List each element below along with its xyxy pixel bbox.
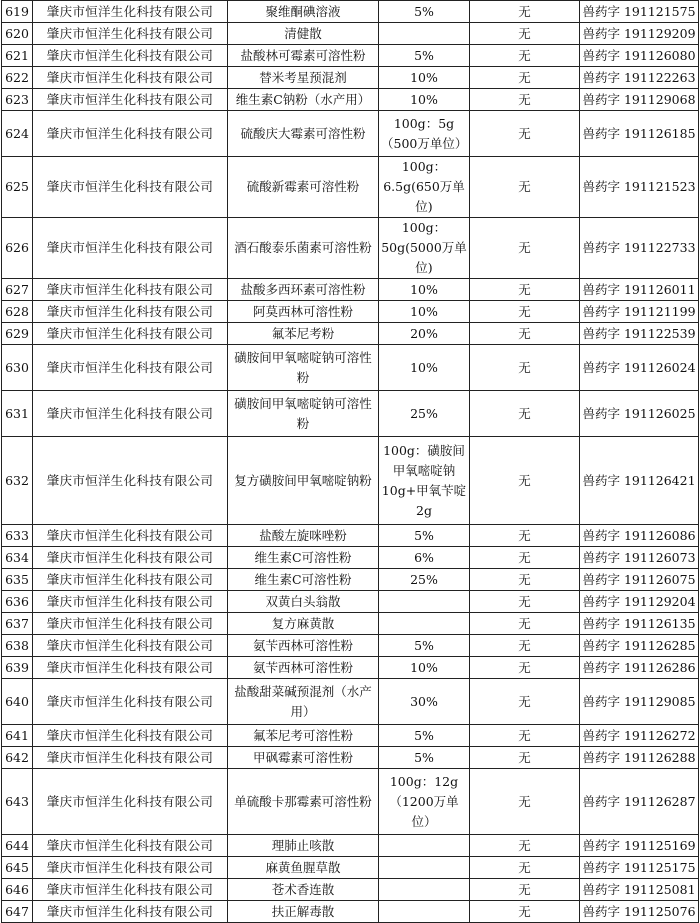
- flag-cell: 无: [470, 547, 580, 569]
- product-name-cell: 清健散: [228, 23, 379, 45]
- row-number: 623: [2, 89, 33, 111]
- product-name-cell: 阿莫西林可溶性粉: [228, 301, 379, 323]
- approval-number-cell: 兽药字 191125169: [580, 835, 699, 857]
- product-name-cell: 理肺止咳散: [228, 835, 379, 857]
- table-row: [2, 591, 699, 613]
- approval-number-cell: 兽药字 191121575: [580, 1, 699, 23]
- company-cell: 肇庆市恒洋生化科技有限公司: [33, 345, 228, 391]
- row-number: 630: [2, 345, 33, 391]
- flag-cell: 无: [470, 591, 580, 613]
- approval-number-cell: 兽药字 191126287: [580, 769, 699, 835]
- company-cell: 肇庆市恒洋生化科技有限公司: [33, 679, 228, 725]
- specification-cell: 10%: [379, 301, 470, 323]
- product-name-cell: 酒石酸泰乐菌素可溶性粉: [228, 218, 379, 279]
- flag-cell: 无: [470, 901, 580, 923]
- specification-cell: 10%: [379, 279, 470, 301]
- company-cell: 肇庆市恒洋生化科技有限公司: [33, 747, 228, 769]
- table-row: [2, 547, 699, 569]
- product-name-cell: 维生素C可溶性粉: [228, 547, 379, 569]
- flag-cell: 无: [470, 657, 580, 679]
- specification-cell: 100g：5g（500万单位）: [379, 111, 470, 157]
- approval-number-cell: 兽药字 191122263: [580, 67, 699, 89]
- product-name-cell: 维生素C可溶性粉: [228, 569, 379, 591]
- specification-cell: [379, 879, 470, 901]
- specification-cell: 5%: [379, 525, 470, 547]
- approval-number-cell: 兽药字 191126025: [580, 391, 699, 437]
- specification-cell: 10%: [379, 345, 470, 391]
- company-cell: 肇庆市恒洋生化科技有限公司: [33, 835, 228, 857]
- flag-cell: 无: [470, 1, 580, 23]
- flag-cell: 无: [470, 437, 580, 525]
- company-cell: 肇庆市恒洋生化科技有限公司: [33, 437, 228, 525]
- product-name-cell: 磺胺间甲氧嘧啶钠可溶性粉: [228, 345, 379, 391]
- specification-cell: 20%: [379, 323, 470, 345]
- approval-number-cell: 兽药字 191126073: [580, 547, 699, 569]
- table-row: [2, 613, 699, 635]
- row-number: 627: [2, 279, 33, 301]
- table-row: [2, 769, 699, 835]
- company-cell: 肇庆市恒洋生化科技有限公司: [33, 635, 228, 657]
- table-row: [2, 857, 699, 879]
- table-row: [2, 391, 699, 437]
- row-number: 629: [2, 323, 33, 345]
- specification-cell: 100g：50g(5000万单位): [379, 218, 470, 279]
- product-name-cell: 复方麻黄散: [228, 613, 379, 635]
- approval-number-cell: 兽药字 191129085: [580, 679, 699, 725]
- table-row: [2, 879, 699, 901]
- table-row: [2, 679, 699, 725]
- specification-cell: 6%: [379, 547, 470, 569]
- row-number: 625: [2, 157, 33, 218]
- product-name-cell: 硫酸新霉素可溶性粉: [228, 157, 379, 218]
- flag-cell: 无: [470, 157, 580, 218]
- table-row: [2, 1, 699, 23]
- specification-cell: 100g：6.5g(650万单位): [379, 157, 470, 218]
- row-number: 636: [2, 591, 33, 613]
- specification-cell: 5%: [379, 747, 470, 769]
- company-cell: 肇庆市恒洋生化科技有限公司: [33, 769, 228, 835]
- table-row: [2, 901, 699, 923]
- specification-cell: 25%: [379, 569, 470, 591]
- flag-cell: 无: [470, 857, 580, 879]
- table-row: [2, 747, 699, 769]
- flag-cell: 无: [470, 879, 580, 901]
- company-cell: 肇庆市恒洋生化科技有限公司: [33, 879, 228, 901]
- specification-cell: 5%: [379, 45, 470, 67]
- product-name-cell: 氟苯尼考可溶性粉: [228, 725, 379, 747]
- company-cell: 肇庆市恒洋生化科技有限公司: [33, 89, 228, 111]
- specification-cell: 10%: [379, 67, 470, 89]
- approval-number-cell: 兽药字 191126011: [580, 279, 699, 301]
- product-name-cell: 替米考星预混剂: [228, 67, 379, 89]
- specification-cell: [379, 613, 470, 635]
- row-number: 642: [2, 747, 33, 769]
- company-cell: 肇庆市恒洋生化科技有限公司: [33, 857, 228, 879]
- company-cell: 肇庆市恒洋生化科技有限公司: [33, 279, 228, 301]
- company-cell: 肇庆市恒洋生化科技有限公司: [33, 901, 228, 923]
- specification-cell: 30%: [379, 679, 470, 725]
- row-number: 637: [2, 613, 33, 635]
- specification-cell: 100g：磺胺间甲氧嘧啶钠10g+甲氧苄啶2g: [379, 437, 470, 525]
- row-number: 621: [2, 45, 33, 67]
- specification-cell: 5%: [379, 1, 470, 23]
- approval-number-cell: 兽药字 191125175: [580, 857, 699, 879]
- approval-number-cell: 兽药字 191126135: [580, 613, 699, 635]
- specification-cell: 5%: [379, 635, 470, 657]
- product-name-cell: 盐酸甜菜碱预混剂（水产用）: [228, 679, 379, 725]
- flag-cell: 无: [470, 391, 580, 437]
- flag-cell: 无: [470, 89, 580, 111]
- flag-cell: 无: [470, 301, 580, 323]
- company-cell: 肇庆市恒洋生化科技有限公司: [33, 67, 228, 89]
- company-cell: 肇庆市恒洋生化科技有限公司: [33, 613, 228, 635]
- flag-cell: 无: [470, 725, 580, 747]
- product-name-cell: 磺胺间甲氧嘧啶钠可溶性粉: [228, 391, 379, 437]
- flag-cell: 无: [470, 569, 580, 591]
- company-cell: 肇庆市恒洋生化科技有限公司: [33, 1, 228, 23]
- company-cell: 肇庆市恒洋生化科技有限公司: [33, 569, 228, 591]
- flag-cell: 无: [470, 613, 580, 635]
- product-name-cell: 盐酸林可霉素可溶性粉: [228, 45, 379, 67]
- product-name-cell: 苍术香连散: [228, 879, 379, 901]
- product-name-cell: 甲砜霉素可溶性粉: [228, 747, 379, 769]
- flag-cell: 无: [470, 635, 580, 657]
- specification-cell: 25%: [379, 391, 470, 437]
- approval-number-cell: 兽药字 191126075: [580, 569, 699, 591]
- company-cell: 肇庆市恒洋生化科技有限公司: [33, 657, 228, 679]
- flag-cell: 无: [470, 835, 580, 857]
- row-number: 644: [2, 835, 33, 857]
- flag-cell: 无: [470, 23, 580, 45]
- approval-number-cell: 兽药字 191122733: [580, 218, 699, 279]
- row-number: 624: [2, 111, 33, 157]
- product-name-cell: 复方磺胺间甲氧嘧啶钠粉: [228, 437, 379, 525]
- product-name-cell: 盐酸左旋咪唑粉: [228, 525, 379, 547]
- company-cell: 肇庆市恒洋生化科技有限公司: [33, 111, 228, 157]
- flag-cell: 无: [470, 67, 580, 89]
- table-row: [2, 345, 699, 391]
- row-number: 638: [2, 635, 33, 657]
- company-cell: 肇庆市恒洋生化科技有限公司: [33, 45, 228, 67]
- company-cell: 肇庆市恒洋生化科技有限公司: [33, 23, 228, 45]
- approval-number-cell: 兽药字 191129204: [580, 591, 699, 613]
- row-number: 634: [2, 547, 33, 569]
- flag-cell: 无: [470, 679, 580, 725]
- row-number: 635: [2, 569, 33, 591]
- company-cell: 肇庆市恒洋生化科技有限公司: [33, 725, 228, 747]
- product-name-cell: 麻黄鱼腥草散: [228, 857, 379, 879]
- approval-number-cell: 兽药字 191125081: [580, 879, 699, 901]
- flag-cell: 无: [470, 218, 580, 279]
- approval-number-cell: 兽药字 191126286: [580, 657, 699, 679]
- table-row: [2, 279, 699, 301]
- approval-number-cell: 兽药字 191126272: [580, 725, 699, 747]
- row-number: 646: [2, 879, 33, 901]
- company-cell: 肇庆市恒洋生化科技有限公司: [33, 218, 228, 279]
- approval-number-cell: 兽药字 191126086: [580, 525, 699, 547]
- company-cell: 肇庆市恒洋生化科技有限公司: [33, 547, 228, 569]
- table-row: [2, 67, 699, 89]
- drug-approval-table: [1, 0, 699, 923]
- row-number: 647: [2, 901, 33, 923]
- product-name-cell: 双黄白头翁散: [228, 591, 379, 613]
- approval-number-cell: 兽药字 191129209: [580, 23, 699, 45]
- row-number: 631: [2, 391, 33, 437]
- table-row: [2, 89, 699, 111]
- specification-cell: [379, 23, 470, 45]
- row-number: 628: [2, 301, 33, 323]
- table-body: [2, 1, 699, 923]
- approval-number-cell: 兽药字 191126285: [580, 635, 699, 657]
- product-name-cell: 氟苯尼考粉: [228, 323, 379, 345]
- table-row: [2, 657, 699, 679]
- specification-cell: 5%: [379, 725, 470, 747]
- row-number: 645: [2, 857, 33, 879]
- flag-cell: 无: [470, 323, 580, 345]
- flag-cell: 无: [470, 111, 580, 157]
- approval-number-cell: 兽药字 191126024: [580, 345, 699, 391]
- specification-cell: [379, 591, 470, 613]
- row-number: 620: [2, 23, 33, 45]
- company-cell: 肇庆市恒洋生化科技有限公司: [33, 591, 228, 613]
- product-name-cell: 氨苄西林可溶性粉: [228, 635, 379, 657]
- table-row: [2, 725, 699, 747]
- specification-cell: [379, 901, 470, 923]
- approval-number-cell: 兽药字 191121199: [580, 301, 699, 323]
- row-number: 632: [2, 437, 33, 525]
- company-cell: 肇庆市恒洋生化科技有限公司: [33, 301, 228, 323]
- flag-cell: 无: [470, 747, 580, 769]
- approval-number-cell: 兽药字 191126421: [580, 437, 699, 525]
- table-row: [2, 525, 699, 547]
- table-row: [2, 835, 699, 857]
- table-row: [2, 111, 699, 157]
- product-name-cell: 盐酸多西环素可溶性粉: [228, 279, 379, 301]
- approval-number-cell: 兽药字 191122539: [580, 323, 699, 345]
- company-cell: 肇庆市恒洋生化科技有限公司: [33, 525, 228, 547]
- flag-cell: 无: [470, 769, 580, 835]
- company-cell: 肇庆市恒洋生化科技有限公司: [33, 157, 228, 218]
- table-row: [2, 157, 699, 218]
- product-name-cell: 单硫酸卡那霉素可溶性粉: [228, 769, 379, 835]
- product-name-cell: 氨苄西林可溶性粉: [228, 657, 379, 679]
- approval-number-cell: 兽药字 191126185: [580, 111, 699, 157]
- flag-cell: 无: [470, 345, 580, 391]
- specification-cell: 10%: [379, 89, 470, 111]
- product-name-cell: 聚维酮碘溶液: [228, 1, 379, 23]
- specification-cell: 10%: [379, 657, 470, 679]
- product-name-cell: 扶正解毒散: [228, 901, 379, 923]
- flag-cell: 无: [470, 525, 580, 547]
- row-number: 626: [2, 218, 33, 279]
- table-row: [2, 23, 699, 45]
- row-number: 639: [2, 657, 33, 679]
- product-name-cell: 维生素C钠粉（水产用）: [228, 89, 379, 111]
- row-number: 640: [2, 679, 33, 725]
- row-number: 641: [2, 725, 33, 747]
- approval-number-cell: 兽药字 191129068: [580, 89, 699, 111]
- company-cell: 肇庆市恒洋生化科技有限公司: [33, 323, 228, 345]
- table-row: [2, 569, 699, 591]
- approval-number-cell: 兽药字 191126288: [580, 747, 699, 769]
- row-number: 633: [2, 525, 33, 547]
- table-row: [2, 323, 699, 345]
- specification-cell: [379, 835, 470, 857]
- approval-number-cell: 兽药字 191126080: [580, 45, 699, 67]
- row-number: 619: [2, 1, 33, 23]
- row-number: 622: [2, 67, 33, 89]
- product-name-cell: 硫酸庆大霉素可溶性粉: [228, 111, 379, 157]
- table-row: [2, 437, 699, 525]
- specification-cell: 100g：12g（1200万单位）: [379, 769, 470, 835]
- company-cell: 肇庆市恒洋生化科技有限公司: [33, 391, 228, 437]
- approval-number-cell: 兽药字 191125076: [580, 901, 699, 923]
- table-row: [2, 45, 699, 67]
- row-number: 643: [2, 769, 33, 835]
- approval-number-cell: 兽药字 191121523: [580, 157, 699, 218]
- table-row: [2, 635, 699, 657]
- table-row: [2, 218, 699, 279]
- flag-cell: 无: [470, 279, 580, 301]
- specification-cell: [379, 857, 470, 879]
- flag-cell: 无: [470, 45, 580, 67]
- table-row: [2, 301, 699, 323]
